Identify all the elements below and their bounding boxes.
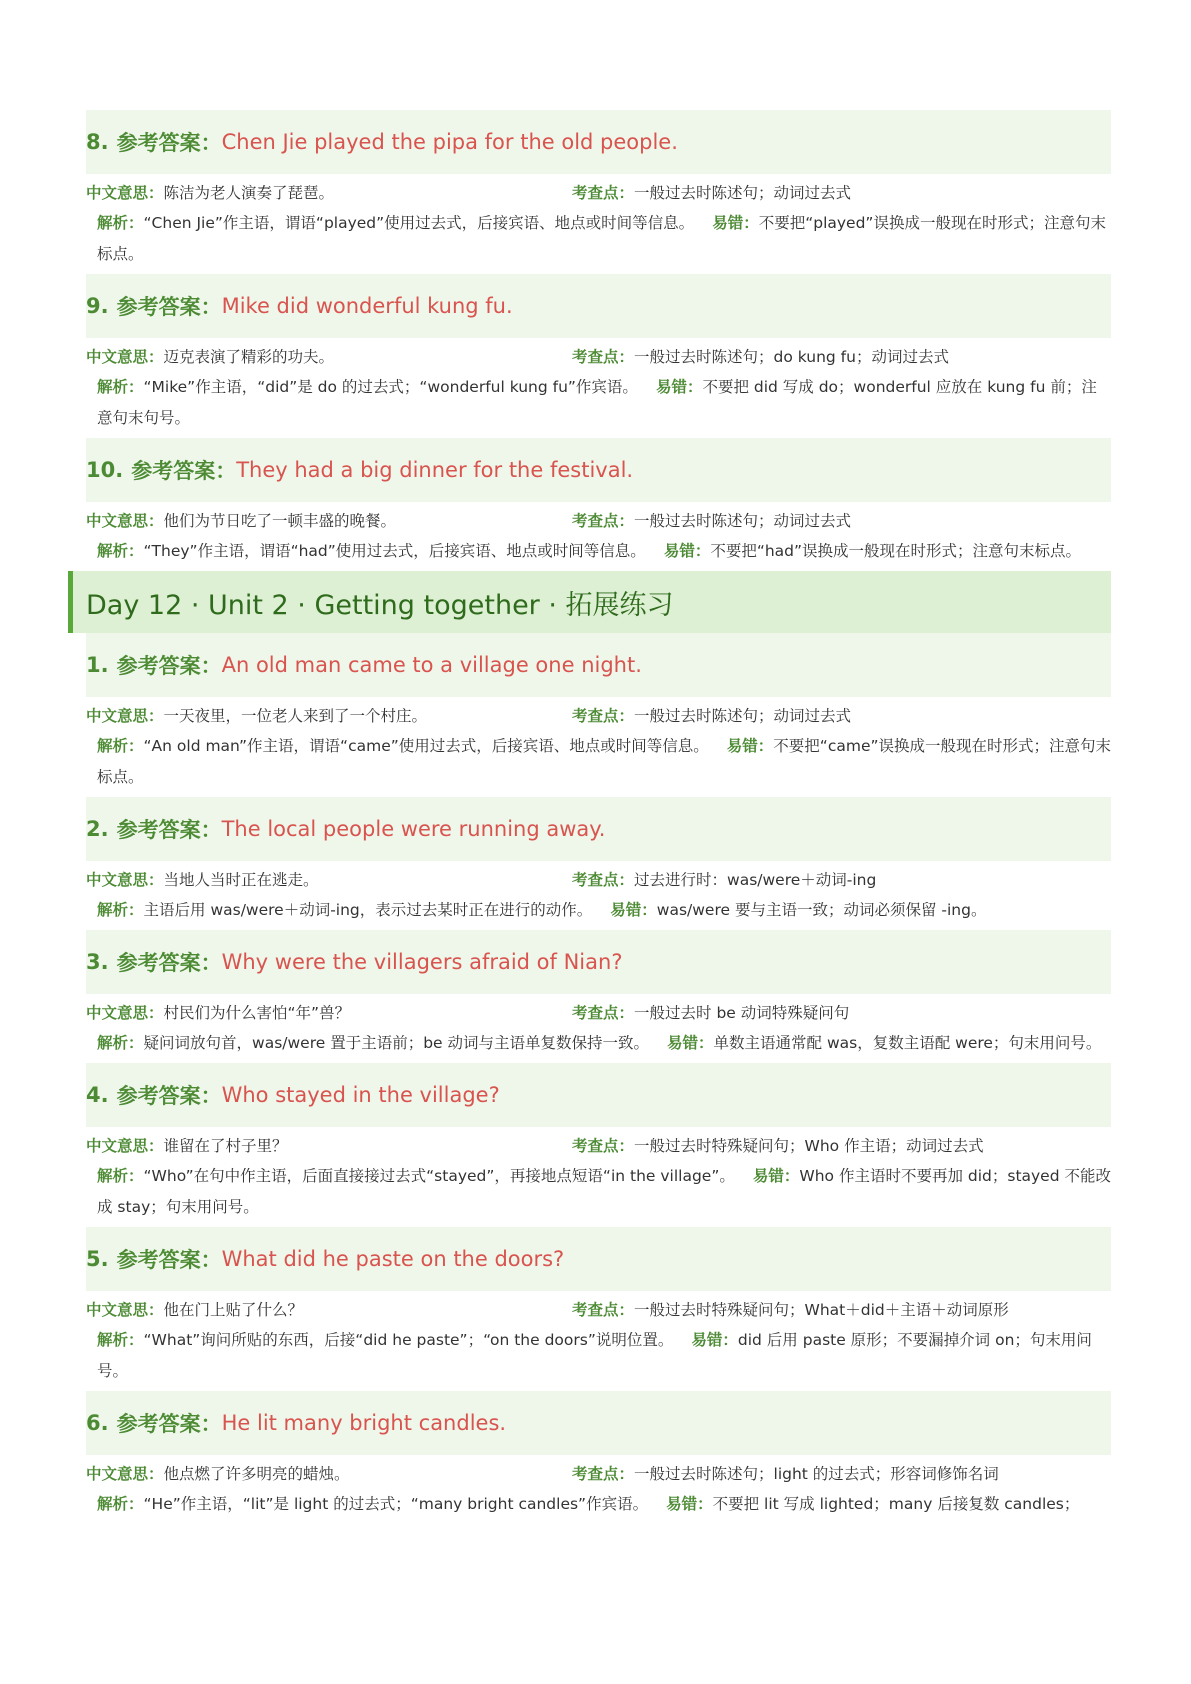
test-point — [572, 181, 1111, 203]
item-number: 2. — [86, 817, 109, 841]
analysis-label: 解析： — [97, 1495, 144, 1513]
mistake-label: 易错： — [655, 378, 703, 396]
answer-item — [86, 1227, 1111, 1387]
analysis-text: 疑问词放句首，was/were 置于主语前；be 动词与主语单复数保持一致。 — [143, 1034, 650, 1052]
meaning-label: 中文意思： — [86, 707, 164, 725]
meaning-text: 陈洁为老人演奏了琵琶。 — [163, 184, 335, 202]
analysis-text: “Mike”作主语，“did”是 do 的过去式；“wonderful kung fu”作宾语。 — [143, 378, 638, 396]
meaning-label: 中文意思： — [86, 512, 164, 530]
answer-item — [86, 1063, 1111, 1223]
test-point-text: 一般过去时陈述句；light 的过去式；形容词修饰名词 — [634, 1465, 999, 1483]
analysis-text: “What”询问所贴的东西，后接“did he paste”；“on the doors”说明位置。 — [143, 1331, 674, 1349]
mistake-label: 易错： — [667, 1034, 714, 1052]
mistake-label: 易错： — [663, 542, 711, 560]
meaning-text: 谁留在了村子里？ — [163, 1137, 288, 1155]
answer-text: They had a big dinner for the festival. — [236, 458, 634, 482]
answer-label: 参考答案： — [116, 295, 222, 319]
test-point — [572, 1001, 1111, 1023]
analysis-label: 解析： — [97, 378, 144, 396]
test-point-text: 一般过去时 be 动词特殊疑问句 — [634, 1004, 850, 1022]
answer-item — [86, 930, 1111, 1059]
mistake-text: 不要把 did 写成 do；wonderful 应放在 kung fu 前；注意句末句号。 — [97, 378, 1097, 427]
analysis — [86, 1325, 1111, 1387]
analysis-label: 解析： — [97, 1034, 144, 1052]
test-point-label: 考查点： — [572, 1465, 635, 1483]
analysis-label: 解析： — [97, 901, 144, 919]
answer-label: 参考答案： — [116, 1084, 222, 1108]
analysis — [86, 1028, 1111, 1059]
test-point-text: 一般过去时陈述句；动词过去式 — [634, 707, 852, 725]
meaning-label: 中文意思： — [86, 348, 164, 366]
test-point-text: 一般过去时陈述句；do kung fu；动词过去式 — [634, 348, 949, 366]
meaning-label: 中文意思： — [86, 1004, 164, 1022]
answer-bar — [86, 797, 1111, 861]
meaning — [86, 1298, 572, 1320]
meaning — [86, 1001, 572, 1023]
test-point-text: 一般过去时特殊疑问句；Who 作主语；动词过去式 — [634, 1137, 984, 1155]
answer-text: Who stayed in the village? — [221, 1083, 500, 1107]
meaning-text: 他们为节日吃了一顿丰盛的晚餐。 — [163, 512, 397, 530]
mistake-text: did 后用 paste 原形；不要漏掉介词 on；句末用问号。 — [97, 1331, 1092, 1380]
test-point — [572, 1134, 1111, 1156]
answer-label: 参考答案： — [116, 131, 222, 155]
analysis — [86, 731, 1111, 793]
meta-row — [86, 699, 1111, 731]
test-point — [572, 345, 1111, 367]
analysis-text: “Chen Jie”作主语，谓语“played”使用过去式，后接宾语、地点或时间等信息。 — [143, 214, 695, 232]
mistake-text: 不要把 lit 写成 lighted；many 后接复数 candles； — [712, 1495, 1080, 1513]
meta-row — [86, 863, 1111, 895]
analysis — [86, 1161, 1111, 1223]
answer-item — [86, 438, 1111, 567]
analysis-text: “He”作主语，“lit”是 light 的过去式；“many bright candles”作宾语。 — [143, 1495, 649, 1513]
meaning-text: 迈克表演了精彩的功夫。 — [163, 348, 335, 366]
meaning-text: 当地人当时正在逃走。 — [163, 871, 319, 889]
section-title: Day 12 · Unit 2 · Getting together · 拓展练习 — [86, 589, 674, 621]
answer-text: Mike did wonderful kung fu. — [221, 294, 513, 318]
mistake-label: 易错： — [726, 737, 774, 755]
meaning — [86, 181, 572, 203]
analysis-text: “They”作主语，谓语“had”使用过去式，后接宾语、地点或时间等信息。 — [143, 542, 646, 560]
analysis-label: 解析： — [97, 214, 144, 232]
test-point-label: 考查点： — [572, 512, 635, 530]
mistake-label: 易错： — [666, 1495, 713, 1513]
mistake-text: 不要把“had”误换成一般现在时形式；注意句末标点。 — [710, 542, 1082, 560]
mistake-text: was/were 要与主语一致；动词必须保留 -ing。 — [656, 901, 987, 919]
answer-item — [86, 1391, 1111, 1520]
answer-text: The local people were running away. — [221, 817, 606, 841]
answer-bar — [86, 1391, 1111, 1455]
analysis-text: 主语后用 was/were＋动词-ing，表示过去某时正在进行的动作。 — [143, 901, 593, 919]
analysis — [86, 208, 1111, 270]
answer-item — [86, 110, 1111, 270]
item-number: 1. — [86, 653, 109, 677]
meta-row — [86, 1457, 1111, 1489]
item-number: 4. — [86, 1083, 109, 1107]
analysis — [86, 372, 1111, 434]
mistake-label: 易错： — [691, 1331, 738, 1349]
test-point-label: 考查点： — [572, 1301, 635, 1319]
answer-text: What did he paste on the doors? — [221, 1247, 565, 1271]
answer-text: An old man came to a village one night. — [221, 653, 642, 677]
answer-bar — [86, 110, 1111, 174]
meaning-label: 中文意思： — [86, 871, 164, 889]
answer-label: 参考答案： — [131, 459, 237, 483]
answer-bar — [86, 930, 1111, 994]
answer-label: 参考答案： — [116, 1412, 222, 1436]
item-number: 6. — [86, 1411, 109, 1435]
test-point — [572, 509, 1111, 531]
analysis — [86, 536, 1111, 567]
meaning-text: 他在门上贴了什么？ — [163, 1301, 304, 1319]
test-point-text: 一般过去时陈述句；动词过去式 — [634, 512, 852, 530]
item-number: 3. — [86, 950, 109, 974]
question-list — [86, 633, 1111, 1520]
test-point-label: 考查点： — [572, 1137, 635, 1155]
test-point — [572, 704, 1111, 726]
answer-label: 参考答案： — [116, 951, 222, 975]
meaning — [86, 1134, 572, 1156]
meaning-label: 中文意思： — [86, 1465, 164, 1483]
answer-text: He lit many bright candles. — [221, 1411, 507, 1435]
analysis — [86, 895, 1111, 926]
meta-row — [86, 1293, 1111, 1325]
answer-bar — [86, 274, 1111, 338]
analysis-label: 解析： — [97, 1167, 144, 1185]
mistake-label: 易错： — [712, 214, 759, 232]
analysis-label: 解析： — [97, 542, 144, 560]
answer-label: 参考答案： — [116, 818, 222, 842]
mistake-text: Who 作主语时不要再加 did；stayed 不能改成 stay；句末用问号。 — [97, 1167, 1111, 1216]
test-point-label: 考查点： — [572, 348, 635, 366]
mistake-label: 易错： — [610, 901, 657, 919]
test-point-label: 考查点： — [572, 871, 635, 889]
answer-text: Chen Jie played the pipa for the old people. — [221, 130, 678, 154]
test-point-text: 过去进行时：was/were＋动词-ing — [634, 871, 877, 889]
meaning-label: 中文意思： — [86, 184, 164, 202]
test-point — [572, 1462, 1111, 1484]
test-point-label: 考查点： — [572, 184, 635, 202]
meaning-text: 村民们为什么害怕“年”兽？ — [163, 1004, 351, 1022]
meaning — [86, 509, 572, 531]
answer-bar — [86, 1227, 1111, 1291]
meaning-text: 他点燃了许多明亮的蜡烛。 — [163, 1465, 350, 1483]
mistake-text: 不要把“came”误换成一般现在时形式；注意句末标点。 — [97, 737, 1112, 786]
meaning — [86, 345, 572, 367]
test-point — [572, 1298, 1111, 1320]
meaning-text: 一天夜里，一位老人来到了一个村庄。 — [163, 707, 428, 725]
test-point — [572, 868, 1111, 890]
meta-row — [86, 504, 1111, 536]
answer-item — [86, 633, 1111, 793]
analysis-text: “Who”在句中作主语，后面直接接过去式“stayed”，再接地点短语“in the village”。 — [143, 1167, 735, 1185]
meta-row — [86, 996, 1111, 1028]
meaning-label: 中文意思： — [86, 1301, 164, 1319]
meta-row — [86, 1129, 1111, 1161]
meaning-label: 中文意思： — [86, 1137, 164, 1155]
test-point-label: 考查点： — [572, 707, 635, 725]
mistake-label: 易错： — [752, 1167, 800, 1185]
answer-label: 参考答案： — [116, 1248, 222, 1272]
answer-bar — [86, 438, 1111, 502]
test-point-label: 考查点： — [572, 1004, 635, 1022]
answer-item — [86, 274, 1111, 434]
meta-row — [86, 176, 1111, 208]
test-point-text: 一般过去时特殊疑问句；What＋did＋主语＋动词原形 — [634, 1301, 1009, 1319]
analysis — [86, 1489, 1111, 1520]
mistake-text: 不要把“played”误换成一般现在时形式；注意句末标点。 — [97, 214, 1106, 263]
question-list-prev — [86, 110, 1111, 567]
analysis-text: “An old man”作主语，谓语“came”使用过去式，后接宾语、地点或时间等信息。 — [143, 737, 709, 755]
meaning — [86, 1462, 572, 1484]
answer-text: Why were the villagers afraid of Nian? — [221, 950, 623, 974]
item-number: 10. — [86, 458, 124, 482]
analysis-label: 解析： — [97, 1331, 144, 1349]
section-heading — [68, 571, 1111, 633]
answer-bar — [86, 1063, 1111, 1127]
analysis-label: 解析： — [97, 737, 144, 755]
meaning — [86, 704, 572, 726]
answer-item — [86, 797, 1111, 926]
item-number: 8. — [86, 130, 109, 154]
item-number: 9. — [86, 294, 109, 318]
answer-bar — [86, 633, 1111, 697]
meaning — [86, 868, 572, 890]
item-number: 5. — [86, 1247, 109, 1271]
test-point-text: 一般过去时陈述句；动词过去式 — [634, 184, 852, 202]
meta-row — [86, 340, 1111, 372]
answer-label: 参考答案： — [116, 654, 222, 678]
mistake-text: 单数主语通常配 was，复数主语配 were；句末用问号。 — [713, 1034, 1102, 1052]
